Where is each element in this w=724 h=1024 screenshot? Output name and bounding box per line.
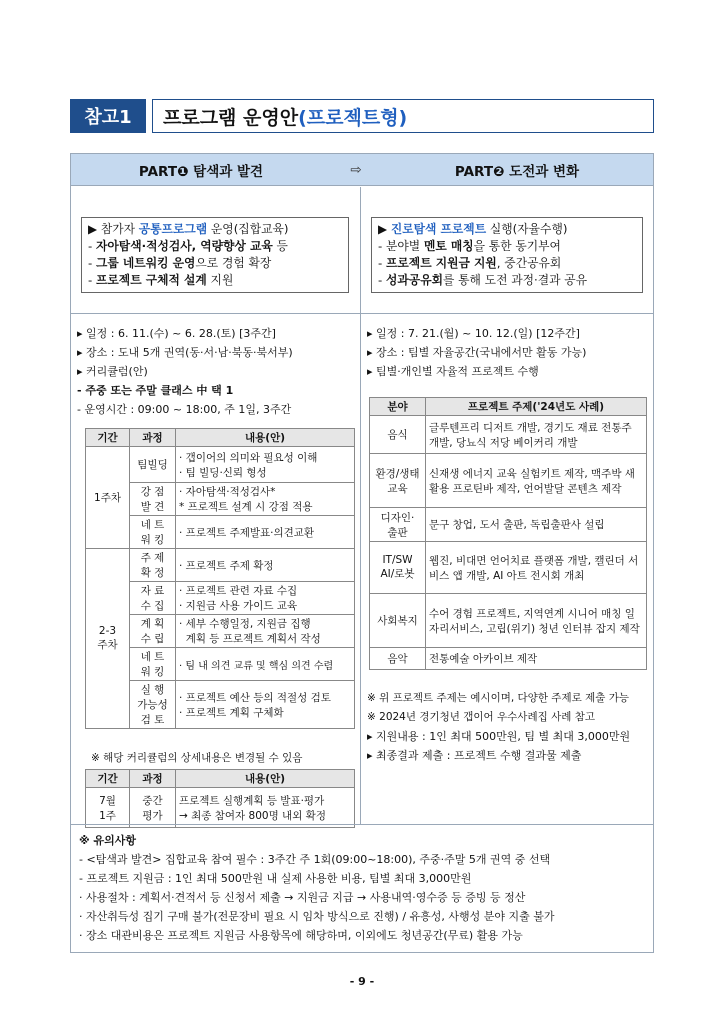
caution-line: - 프로젝트 지원금 : 1인 최대 500만원 내 실제 사용한 비용, 팀별 최대 3,000만원 — [79, 872, 472, 885]
part1-summary: ▶ 참가자 공통프로그램 운영(집합교육) - 자아탐색·적성검사, 역량향상 교육 등 - 그룹 네트워킹 운영으로 경험 확장 - 프로젝트 구체적 설계 지원 — [81, 217, 349, 293]
part2-label: PART❷ 도전과 변화 — [454, 163, 580, 180]
caution-line: · 자산취득성 집기 구매 불가(전문장비 필요 시 임차 방식으로 진행) / 유흥성, 사행성 분야 지출 불가 — [79, 910, 555, 923]
arrow-icon: ⇨ — [350, 161, 362, 178]
location-text: ▸ 장소 : 도내 5개 권역(동·서·남·북동·북서부) — [77, 346, 293, 359]
period-cell: 7월 1주 — [86, 788, 130, 828]
title-bar — [70, 99, 654, 133]
curriculum-label: ▸ 커리큘럼(안) — [77, 365, 148, 378]
caution-line: · 장소 대관비용은 프로젝트 지원금 사용항목에 해당하며, 이외에도 청년공간(무료) 활용 가능 — [79, 929, 523, 942]
content-cell: · 자아탐색·적성검사* * 프로젝트 설계 시 강점 적용 — [176, 483, 355, 516]
page-number: - 9 - — [349, 975, 375, 988]
casebook-note: ※ 2024년 경기청년 갭이어 우수사례집 사례 참고 — [367, 711, 595, 723]
schedule-text: ▸ 일정 : 7. 21.(월) ~ 10. 12.(일) [12주간] — [367, 327, 580, 340]
course-cell: 네 트 워 킹 — [130, 516, 176, 549]
part-bar — [71, 154, 653, 186]
course-cell: 계 획 수 립 — [130, 615, 176, 648]
topic-cell: 웹진, 비대면 언어치료 플랫폼 개발, 캘린더 서비스 앱 개발, AI 아트 전시회 개최 — [426, 542, 647, 594]
location-text: ▸ 장소 : 팀별 자율공간(국내에서만 활동 가능) — [367, 346, 587, 359]
curriculum-note: ※ 해당 커리큘럼의 상세내용은 변경될 수 있음 — [91, 752, 303, 764]
field-cell: 환경/생태 교육 — [370, 454, 426, 508]
project-text: ▸ 팀별·개인별 자율적 프로젝트 수행 — [367, 365, 539, 378]
content-cell: · 프로젝트 예산 등의 적절성 검토 · 프로젝트 계획 구체화 — [176, 681, 355, 729]
caution-line: · 사용절차 : 계획서·견적서 등 신청서 제출 → 지원금 지급 → 사용내역·영수증 등 증빙 등 정산 — [79, 891, 526, 904]
content-cell: · 세부 수행일정, 지원금 집행 계획 등 프로젝트 계획서 작성 — [176, 615, 355, 648]
caution-line: - <탐색과 발견> 집합교육 참여 필수 : 3주간 주 1회(09:00~18:00), 주중·주말 5개 권역 중 선택 — [79, 853, 551, 866]
page-title — [152, 99, 654, 133]
program-box — [70, 153, 654, 953]
week-cell: 2-3 주차 — [86, 549, 130, 729]
part1-label: PART❶ 탐색과 발견 — [138, 163, 264, 180]
course-cell: 네 트 워 킹 — [130, 648, 176, 681]
part1-info — [77, 324, 293, 419]
topic-table: 분야 프로젝트 주제('24년도 사례) 음식 글루텐프리 디저트 개발, 경기도 재료 전통주 개발, 당뇨식 저당 베이커리 개발 환경/생태 교육 신재생 에너지 교육 실험키트 제작, 맥주박 새활용 프로틴바 제작, 언어발달 콘텐츠 제작 디자인· 출판 문구 창업, 도서 출판, 독립출판사 설립 IT/SW AI/로봇 웹진, 비대면 언어치료 플랫폼 개발, 캘린더 서비스 앱 개발, AI 아트 전시회 개최 사회복지 수어 경험 프로젝트, 지역연계 시니어 매칭 일자리서비스, 고립(위기) 청년 인터뷰 잡지 제작 음악 전통예술 아카이브 제작 — [369, 397, 647, 670]
content-cell: · 프로젝트 관련 자료 수집 · 지원금 사용 가이드 교육 — [176, 582, 355, 615]
part2-notes — [367, 689, 630, 765]
course-cell: 강 점 발 견 — [130, 483, 176, 516]
course-cell: 자 료 수 집 — [130, 582, 176, 615]
course-cell: 팀빌딩 — [130, 447, 176, 483]
caution-section — [71, 824, 653, 954]
content-cell: · 팀 내 의견 교류 및 핵심 의견 수렴 — [176, 648, 355, 681]
evaluation-table: 기간 과정 내용(안) 7월 1주 중간 평가 프로젝트 실행계획 등 발표·평가 → 최종 참여자 800명 내외 확정 — [85, 769, 355, 828]
content-cell: · 프로젝트 주제발표·의견교환 — [176, 516, 355, 549]
week-cell: 1주차 — [86, 447, 130, 549]
course-cell: 실 행 가능성 검 토 — [130, 681, 176, 729]
field-cell: 음식 — [370, 416, 426, 454]
final-submission-text: ▸ 최종결과 제출 : 프로젝트 수행 결과물 제출 — [367, 749, 582, 762]
class-choice-text: - 주중 또는 주말 클래스 中 택 1 — [77, 384, 234, 397]
hours-text: - 운영시간 : 09:00 ~ 18:00, 주 1일, 3주간 — [77, 403, 292, 416]
reference-tag: 참고1 — [70, 99, 146, 133]
field-cell: 사회복지 — [370, 594, 426, 648]
topic-cell: 글루텐프리 디저트 개발, 경기도 재료 전통주 개발, 당뇨식 저당 베이커리 개발 — [426, 416, 647, 454]
content-cell: 프로젝트 실행계획 등 발표·평가 → 최종 참여자 800명 내외 확정 — [176, 788, 355, 828]
topic-cell: 문구 창업, 도서 출판, 독립출판사 설립 — [426, 508, 647, 542]
support-text: ▸ 지원내용 : 1인 최대 500만원, 팀 별 최대 3,000만원 — [367, 730, 631, 743]
field-cell: IT/SW AI/로봇 — [370, 542, 426, 594]
topic-cell: 수어 경험 프로젝트, 지역연계 시니어 매칭 일자리서비스, 고립(위기) 청년 인터뷰 잡지 제작 — [426, 594, 647, 648]
topic-note: ※ 위 프로젝트 주제는 예시이며, 다양한 주제로 제출 가능 — [367, 692, 629, 704]
topic-cell: 신재생 에너지 교육 실험키트 제작, 맥주박 새활용 프로틴바 제작, 언어발달 콘텐츠 제작 — [426, 454, 647, 508]
part2-column — [361, 187, 653, 824]
title-main: 프로그램 운영안 — [163, 106, 299, 129]
curriculum-table: 기간 과정 내용(안) 1주차 팀빌딩 · 갭이어의 의미와 필요성 이해 · 팀 빌딩·신뢰 형성 강 점 발 견 · 자아탐색·적성검사* * 프로젝트 설계 시 강점 적용 네 트 워 킹 · 프로젝트 주제발표·의견교환 2-3 주차 주 제 확 정 · 프로젝트 주제 확정 자 료 수 집 · 프로젝트 관련 자료 수집 · 지원금 사용 가이드 교육 계 획 수 립 · 세부 수행일정, 지원금 집행 계획 등 프로젝트 계획서 작성 네 트 워 킹 · 팀 내 의견 교류 및 핵심 의견 수렴 실 행 가능성 검 토 · 프로젝트 예산 등의 적절성 검토 · 프로젝트 계획 구체화 — [85, 428, 355, 729]
content-cell: · 갭이어의 의미와 필요성 이해 · 팀 빌딩·신뢰 형성 — [176, 447, 355, 483]
field-cell: 음악 — [370, 648, 426, 670]
part2-summary: ▶ 진로탐색 프로젝트 실행(자율수행) - 분야별 멘토 매칭을 통한 동기부여 - 프로젝트 지원금 지원, 중간공유회 - 성과공유회를 통해 도전 과정·결과 공유 — [371, 217, 643, 293]
course-cell: 주 제 확 정 — [130, 549, 176, 582]
content-cell: · 프로젝트 주제 확정 — [176, 549, 355, 582]
topic-cell: 전통예술 아카이브 제작 — [426, 648, 647, 670]
part1-column — [71, 187, 361, 824]
course-cell: 중간 평가 — [130, 788, 176, 828]
part2-info — [367, 324, 586, 381]
field-cell: 디자인· 출판 — [370, 508, 426, 542]
title-paren: (프로젝트형) — [298, 106, 408, 129]
caution-title: ※ 유의사항 — [79, 834, 137, 847]
schedule-text: ▸ 일정 : 6. 11.(수) ~ 6. 28.(토) [3주간] — [77, 327, 276, 340]
